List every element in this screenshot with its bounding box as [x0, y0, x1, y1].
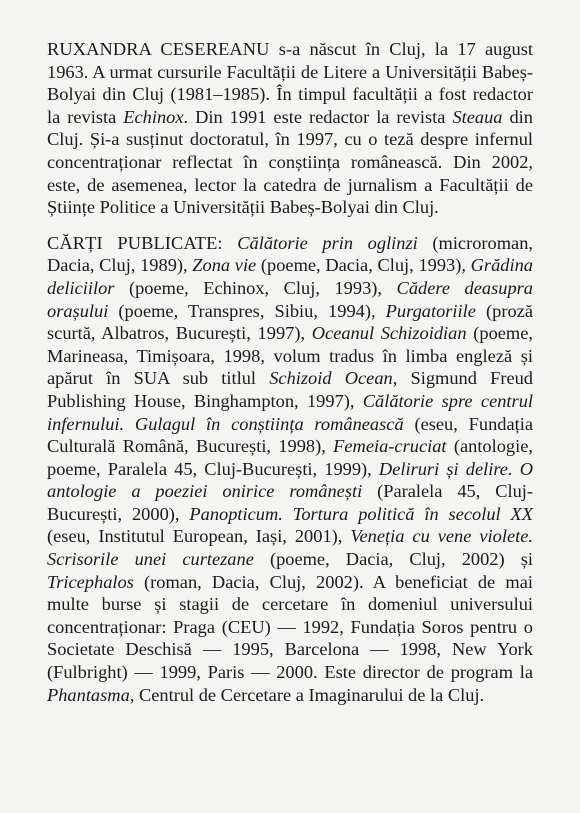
book-title: Zona vie — [192, 255, 257, 276]
book-details: , Sigmund Freud Publishing House, Binghampton, 1997), — [47, 368, 534, 411]
biography-paragraph — [47, 38, 533, 219]
book-title: Purgatoriile — [385, 300, 476, 321]
book-title: Grădina deliciilor — [47, 255, 533, 298]
book-details: (poeme, Dacia, Cluj, 1993), — [256, 255, 471, 276]
book-details: (poeme, Marineasa, Timișoara, 1998, volum tradus în limba engleză și apărut în SUA sub titlul — [47, 323, 533, 389]
book-title: Cădere deasupra orașului — [47, 277, 533, 321]
book-details: (roman, Dacia, Cluj, 2002). A beneficiat de mai multe burse și stagii de cercetare în domeniul universului concentraționar: Praga (CEU) — 1992, Fundația Soros pentru o Societate Deschisă — 1995, Barcelona — 1998, New York (Fulbright) — 1999, Paris — 2000. Este director de program la — [47, 571, 533, 683]
book-details: , Centrul de Cercetare a Imaginarului de la Cluj. — [129, 684, 485, 705]
book-details: (poeme, Dacia, Cluj, 2002) și — [253, 549, 533, 570]
book-details: (poeme, Transpres, Sibiu, 1994), — [108, 300, 386, 321]
book-details: (poeme, Echinox, Cluj, 1993), — [114, 277, 397, 298]
book-title: Oceanul Schizoidian — [311, 323, 467, 344]
book-title: Deliruri și delire. O antologie a poeziei onirice românești — [47, 458, 533, 502]
book-title: Tricephalos — [47, 571, 134, 592]
page-text — [47, 38, 533, 706]
book-details: (Paralela 45, Cluj-București, 2000), — [47, 481, 533, 524]
book-details: (eseu, Fundația Culturală Română, București, 1998), — [47, 413, 533, 457]
bio-text: din Cluj. Și-a susținut doctoratul, în 1997, cu o teză despre infernul concentraționar reflectat în conștiința românească. Din 2002, este, de asemenea, lector la catedra de jurnalism a Facultății de Științe Politice a Universității Babeș-Bolyai din Cluj. — [47, 106, 533, 218]
author-name: RUXANDRA CESEREANU — [47, 39, 270, 59]
center-name: Phantasma — [47, 684, 130, 705]
books-heading: CĂRȚI PUBLICATE: — [47, 232, 223, 253]
books-paragraph — [47, 232, 533, 706]
book-title: Panopticum. Tortura politică în secolul XX — [189, 503, 534, 524]
book-title: Schizoid Ocean — [269, 368, 393, 389]
book-title: Femeia-cruciat — [333, 436, 447, 457]
book-title: Călătorie spre centrul infernului. Gulagul în conștiința românească — [47, 390, 533, 434]
magazine-title: Echinox — [123, 106, 184, 127]
bio-text: . Din 1991 este redactor la revista — [183, 106, 453, 127]
book-title: Călătorie prin oglinzi — [237, 232, 418, 253]
book-details: (antologie, poeme, Paralela 45, Cluj-București, 1999), — [47, 436, 533, 479]
magazine-title: Steaua — [452, 106, 503, 127]
book-details: (microroman, Dacia, Cluj, 1989), — [47, 232, 533, 276]
book-details: (eseu, Institutul European, Iași, 2001), — [47, 526, 351, 547]
bio-text: s-a născut în Cluj, la 17 august 1963. A urmat cursurile Facultății de Litere a Universității Babeș-Bolyai din Cluj (1981–1985). În timpul facultății a fost redactor la revista — [47, 39, 533, 127]
book-title: Veneția cu vene violete. Scrisorile unei curtezane — [47, 526, 533, 570]
book-details: (proză scurtă, Albatros, București, 1997), — [47, 300, 533, 344]
